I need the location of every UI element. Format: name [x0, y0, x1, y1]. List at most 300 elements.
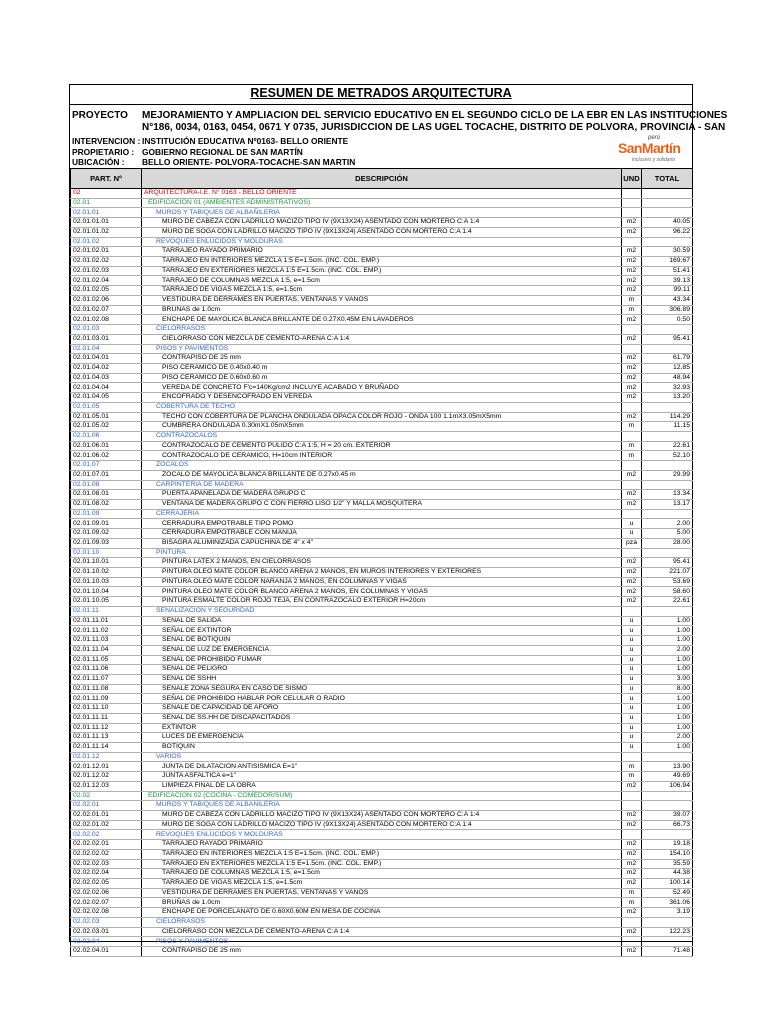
table-row: [71, 247, 693, 257]
und-cell: u: [622, 684, 642, 694]
table-header-row: [71, 169, 693, 189]
und-cell: m2: [622, 500, 642, 510]
part-cell: 02.02.01: [71, 801, 142, 811]
und-cell: m2: [622, 373, 642, 383]
table-row: [71, 655, 693, 665]
desc-cell: ENCHAPE DE MAYOLICA BLANCA BRILLANTE DE 0.27X0.45M EN LAVADEROS: [142, 315, 622, 325]
und-cell: m2: [622, 811, 642, 821]
desc-cell: TECHO CON COBERTURA DE PLANCHA ONDULADA OPACA COLOR ROJO - ONDA 100 1.1mX3.05mX5mm: [142, 412, 622, 422]
und-cell: m2: [622, 383, 642, 393]
desc-cell: JUNTA ASFALTICA e=1": [142, 772, 622, 782]
und-cell: u: [622, 723, 642, 733]
part-cell: 02.02.04: [71, 937, 142, 947]
total-cell: 40.05: [642, 218, 693, 228]
und-cell: m2: [622, 869, 642, 879]
total-cell: [642, 431, 693, 441]
table-row: [71, 898, 693, 908]
total-cell: [642, 480, 693, 490]
part-cell: 02.02.02.01: [71, 840, 142, 850]
table-row: [71, 490, 693, 500]
part-cell: 02.01.02.06: [71, 295, 142, 305]
desc-cell: SEÑALIZACION Y SEGURIDAD: [142, 606, 622, 616]
desc-cell: CONTRAPISO DE 25 mm: [142, 947, 622, 957]
desc-cell: CIELORRASO CON MEZCLA DE CEMENTO-ARENA C:A 1:4: [142, 334, 622, 344]
table-section-row: [71, 431, 693, 441]
part-cell: 02.01.07.01: [71, 470, 142, 480]
und-cell: m2: [622, 558, 642, 568]
desc-cell: BRUÑAS de 1.0cm: [142, 898, 622, 908]
part-cell: 02.01.11.13: [71, 733, 142, 743]
und-cell: m2: [622, 393, 642, 403]
total-cell: 3.19: [642, 908, 693, 918]
table-section-row: [71, 937, 693, 947]
total-cell: 1.00: [642, 655, 693, 665]
und-cell: [622, 830, 642, 840]
desc-cell: MUROS Y TABIQUES DE ALBAÑILERIA: [142, 801, 622, 811]
logo-tagline: inclusivo y solidario: [632, 157, 676, 163]
desc-cell: CONTRAPISO DE 25 mm: [142, 354, 622, 364]
table-row: [71, 227, 693, 237]
total-cell: 1.00: [642, 723, 693, 733]
table-row: [71, 645, 693, 655]
part-cell: 02.01.01: [71, 208, 142, 218]
part-cell: 02.01.11.06: [71, 665, 142, 675]
und-cell: [622, 791, 642, 801]
part-cell: 02.01.11.01: [71, 616, 142, 626]
part-cell: 02.02.03.01: [71, 927, 142, 937]
table-row: [71, 558, 693, 568]
table-row: [71, 393, 693, 403]
table-section-row: [71, 830, 693, 840]
intervencion-label: INTERVENCION :: [72, 136, 141, 146]
desc-cell: SEÑAL DE SALIDA: [142, 616, 622, 626]
table-section-row: [71, 801, 693, 811]
part-cell: 02.01.09.02: [71, 529, 142, 539]
propietario-value: GOBIERNO REGIONAL DE SAN MARTÍN: [142, 147, 303, 157]
und-cell: m2: [622, 577, 642, 587]
desc-cell: PUERTA APANELADA DE MADERA GRUPO C: [142, 490, 622, 500]
und-cell: u: [622, 626, 642, 636]
desc-cell: REVOQUES ENLUCIDOS Y MOLDURAS: [142, 830, 622, 840]
part-cell: 02.01.02: [71, 237, 142, 247]
part-cell: 02.01.02.05: [71, 286, 142, 296]
table-section-row: [71, 791, 693, 801]
desc-cell: JUNTA DE DILATACION ANTISISMICA E=1": [142, 762, 622, 772]
desc-cell: TARRAJEO EN EXTERIORES MEZCLA 1:5 E=1.5cm. (INC. COL. EMP.): [142, 859, 622, 869]
desc-cell: VESTIDURA DE DERRAMES EN PUERTAS, VENTANAS Y VANOS: [142, 888, 622, 898]
table-row: [71, 840, 693, 850]
und-cell: m2: [622, 781, 642, 791]
desc-cell: MURO DE CABEZA CON LADRILLO MACIZO TIPO IV (9X13X24) ASENTADO CON MORTERO C:A 1:4: [142, 218, 622, 228]
ubicacion-label: UBICACIÓN :: [72, 157, 125, 167]
und-cell: m2: [622, 947, 642, 957]
und-cell: u: [622, 665, 642, 675]
und-cell: pza: [622, 538, 642, 548]
logo-brand-text: SanMartín: [618, 140, 681, 156]
und-cell: [622, 431, 642, 441]
part-cell: 02.01.11.02: [71, 626, 142, 636]
total-cell: 1.00: [642, 626, 693, 636]
desc-cell: CERRAJERIA: [142, 509, 622, 519]
und-cell: m2: [622, 490, 642, 500]
total-cell: [642, 752, 693, 762]
table-row: [71, 257, 693, 267]
desc-cell: VENTANA DE MADERA GRUPO C CON FIERRO LISO 1/2" Y MALLA MOSQUITERA: [142, 500, 622, 510]
total-cell: 51.41: [642, 266, 693, 276]
part-cell: 02.01.03: [71, 325, 142, 335]
part-cell: 02: [71, 189, 142, 199]
part-cell: 02.02.02.08: [71, 908, 142, 918]
desc-cell: PISO CERAMICO DE 0.40x0.40 m: [142, 363, 622, 373]
table-row: [71, 412, 693, 422]
total-cell: 8.00: [642, 684, 693, 694]
part-cell: 02.01.08.01: [71, 490, 142, 500]
total-cell: 1.00: [642, 636, 693, 646]
und-cell: m2: [622, 363, 642, 373]
part-cell: 02.01.11.04: [71, 645, 142, 655]
total-cell: 12.85: [642, 363, 693, 373]
part-cell: 02.01.11.12: [71, 723, 142, 733]
part-cell: 02.02.01.02: [71, 820, 142, 830]
desc-cell: ENCOFRADO Y DESENCOFRADO EN VEREDA: [142, 393, 622, 403]
table-section-row: [71, 208, 693, 218]
total-cell: 2.00: [642, 645, 693, 655]
desc-cell: CONTRAZOCALOS: [142, 431, 622, 441]
desc-cell: TARRAJEO RAYADO PRIMARIO: [142, 247, 622, 257]
desc-cell: ZOCALO DE MAYOLICA BLANCA BRILLANTE DE 0.27x0.45 m: [142, 470, 622, 480]
part-cell: 02.01.01.01: [71, 218, 142, 228]
und-cell: [622, 752, 642, 762]
part-cell: 02.01.02.08: [71, 315, 142, 325]
und-cell: m2: [622, 218, 642, 228]
und-cell: m2: [622, 412, 642, 422]
desc-cell: PINTURA OLEO MATE COLOR BLANCO ARENA 2 MANOS, EN COLUMNAS Y VIGAS: [142, 587, 622, 597]
part-cell: 02.01.11: [71, 606, 142, 616]
part-cell: 02.01.05.02: [71, 422, 142, 432]
und-cell: u: [622, 694, 642, 704]
part-cell: 02.01.12.01: [71, 762, 142, 772]
desc-cell: LIMPIEZA FINAL DE LA OBRA: [142, 781, 622, 791]
part-cell: 02.01.12.03: [71, 781, 142, 791]
table-section-row: [71, 752, 693, 762]
table-row: [71, 684, 693, 694]
und-cell: m2: [622, 227, 642, 237]
part-cell: 02.02.02.04: [71, 869, 142, 879]
total-cell: 1.00: [642, 616, 693, 626]
total-cell: [642, 606, 693, 616]
und-cell: [622, 237, 642, 247]
desc-cell: SEÑAL DE PELIGRO: [142, 665, 622, 675]
desc-cell: VARIOS: [142, 752, 622, 762]
total-cell: 61.79: [642, 354, 693, 364]
total-cell: 2.00: [642, 519, 693, 529]
desc-cell: TARRAJEO DE COLUMNAS MEZCLA 1:5, e=1.5cm: [142, 869, 622, 879]
part-cell: 02.01.06.01: [71, 441, 142, 451]
total-cell: 52.49: [642, 888, 693, 898]
total-cell: 35.59: [642, 859, 693, 869]
part-cell: 02.01.11.07: [71, 674, 142, 684]
part-cell: 02.01.01.02: [71, 227, 142, 237]
desc-cell: MURO DE SOGA CON LADRILLO MACIZO TIPO IV (9X13X24) ASENTADO CON MORTERO C:A 1:4: [142, 227, 622, 237]
part-cell: 02.02.01.01: [71, 811, 142, 821]
desc-cell: CERRADURA EMPOTRABLE TIPO POMO: [142, 519, 622, 529]
table-row: [71, 820, 693, 830]
und-cell: m2: [622, 257, 642, 267]
part-cell: 02.01.10.03: [71, 577, 142, 587]
total-cell: 100.14: [642, 879, 693, 889]
und-cell: m2: [622, 820, 642, 830]
und-cell: m: [622, 305, 642, 315]
und-cell: m2: [622, 568, 642, 578]
propietario-label: PROPIETARIO :: [72, 147, 135, 157]
table-section-row: [71, 480, 693, 490]
total-cell: [642, 344, 693, 354]
und-cell: u: [622, 733, 642, 743]
total-cell: 361.06: [642, 898, 693, 908]
part-cell: 02.01.11.09: [71, 694, 142, 704]
part-cell: 02.01.11.10: [71, 704, 142, 714]
und-cell: [622, 208, 642, 218]
und-cell: [622, 937, 642, 947]
desc-cell: CIELORRASOS: [142, 917, 622, 927]
desc-cell: TARRAJEO EN INTERIORES MEZCLA 1:5 E=1.5cm. (INC. COL. EMP.): [142, 849, 622, 859]
total-cell: 1.00: [642, 704, 693, 714]
table-row: [71, 849, 693, 859]
total-cell: 3.00: [642, 674, 693, 684]
table-section-row: [71, 606, 693, 616]
und-cell: m: [622, 898, 642, 908]
table-row: [71, 470, 693, 480]
total-cell: 30.59: [642, 247, 693, 257]
table-row: [71, 781, 693, 791]
part-cell: 02.01.02.07: [71, 305, 142, 315]
und-cell: u: [622, 616, 642, 626]
part-cell: 02.02.03: [71, 917, 142, 927]
table-section-row: [71, 402, 693, 412]
table-section-row: [71, 548, 693, 558]
total-cell: 96.22: [642, 227, 693, 237]
und-cell: u: [622, 636, 642, 646]
san-martin-logo: [618, 135, 680, 167]
part-cell: 02.01.08.02: [71, 500, 142, 510]
metrados-table: [70, 168, 693, 957]
part-cell: 02.01.09: [71, 509, 142, 519]
total-cell: [642, 461, 693, 471]
total-cell: 29.99: [642, 470, 693, 480]
total-cell: 66.73: [642, 820, 693, 830]
total-cell: 5.00: [642, 529, 693, 539]
table-row: [71, 373, 693, 383]
logo-peru-text: perú: [648, 135, 661, 141]
total-cell: 22.61: [642, 441, 693, 451]
part-cell: 02.01.11.05: [71, 655, 142, 665]
table-row: [71, 811, 693, 821]
desc-cell: EDIFICACION 02 (COCINA - COMEDOR/SUM): [142, 791, 622, 801]
part-cell: 02.01.06: [71, 431, 142, 441]
und-cell: [622, 344, 642, 354]
total-cell: [642, 325, 693, 335]
table-section-row: [71, 237, 693, 247]
part-cell: 02.02.02: [71, 830, 142, 840]
part-cell: 02.01.12: [71, 752, 142, 762]
und-cell: [622, 548, 642, 558]
desc-cell: SEÑALE DE CAPACIDAD DE AFORO: [142, 704, 622, 714]
total-cell: 1.00: [642, 665, 693, 675]
und-cell: [622, 461, 642, 471]
desc-cell: PINTURA OLEO MATE COLOR NARANJA 2 MANOS, EN COLUMNAS Y VIGAS: [142, 577, 622, 587]
total-cell: 44.38: [642, 869, 693, 879]
und-cell: [622, 509, 642, 519]
und-cell: m2: [622, 908, 642, 918]
desc-cell: CERRADURA EMPOTRABLE CON MANIJA: [142, 529, 622, 539]
table-row: [71, 869, 693, 879]
und-cell: m: [622, 295, 642, 305]
total-cell: [642, 937, 693, 947]
und-cell: m2: [622, 470, 642, 480]
desc-cell: PINTURA OLEO MATE COLOR BLANCO ARENA 2 MANOS, EN MUROS INTERIORES Y EXTERIORES: [142, 568, 622, 578]
desc-cell: VEREDA DE CONCRETO F'c=140Kg/cm2 INCLUYE ACABADO Y BRUÑADO: [142, 383, 622, 393]
part-cell: 02.01.02.01: [71, 247, 142, 257]
table-row: [71, 286, 693, 296]
desc-cell: SEÑAL DE PROHIBIDO HABLAR POR CELULAR O RADIO: [142, 694, 622, 704]
part-cell: 02.02.04.01: [71, 947, 142, 957]
total-cell: 13.17: [642, 500, 693, 510]
und-cell: [622, 801, 642, 811]
total-cell: 169.67: [642, 257, 693, 267]
und-cell: m2: [622, 849, 642, 859]
table-row: [71, 266, 693, 276]
table-row: [71, 597, 693, 607]
col-header-total: TOTAL: [642, 169, 693, 189]
part-cell: 02.01.04.05: [71, 393, 142, 403]
table-row: [71, 888, 693, 898]
desc-cell: ZOCALOS: [142, 461, 622, 471]
desc-cell: BOTIQUIN: [142, 742, 622, 752]
table-row: [71, 334, 693, 344]
table-row: [71, 723, 693, 733]
total-cell: [642, 917, 693, 927]
desc-cell: CARPINTERIA DE MADERA: [142, 480, 622, 490]
desc-cell: PISOS Y PAVIMENTOS: [142, 937, 622, 947]
desc-cell: SEÑAL DE EXTINTOR: [142, 626, 622, 636]
part-cell: 02.02.02.06: [71, 888, 142, 898]
part-cell: 02.01.10: [71, 548, 142, 558]
part-cell: 02.01.05: [71, 402, 142, 412]
table-row: [71, 441, 693, 451]
part-cell: 02.01.02.04: [71, 276, 142, 286]
total-cell: 13.20: [642, 393, 693, 403]
desc-cell: TARRAJEO EN EXTERIORES MEZCLA 1:5 E=1.5cm. (INC. COL. EMP.): [142, 266, 622, 276]
part-cell: 02.02.02.03: [71, 859, 142, 869]
desc-cell: VESTIDURA DE DERRAMES EN PUERTAS, VENTANAS Y VANOS: [142, 295, 622, 305]
table-row: [71, 276, 693, 286]
table-row: [71, 665, 693, 675]
part-cell: 02.01.04.01: [71, 354, 142, 364]
total-cell: 48.94: [642, 373, 693, 383]
table-row: [71, 383, 693, 393]
table-row: [71, 500, 693, 510]
table-row: [71, 363, 693, 373]
table-row: [71, 295, 693, 305]
total-cell: [642, 189, 693, 199]
part-cell: 02.02: [71, 791, 142, 801]
table-section-row: [71, 461, 693, 471]
part-cell: 02.02.02.02: [71, 849, 142, 859]
part-cell: 02.02.02.05: [71, 879, 142, 889]
total-cell: 13.34: [642, 490, 693, 500]
proyecto-line-1: MEJORAMIENTO Y AMPLIACION DEL SERVICIO EDUCATIVO EN EL SEGUNDO CICLO DE LA EBR EN LAS INSTITUCIONES: [142, 110, 728, 121]
table-row: [71, 927, 693, 937]
und-cell: m: [622, 441, 642, 451]
table-row: [71, 947, 693, 957]
part-cell: 02.01.07: [71, 461, 142, 471]
col-header-und: UND: [622, 169, 642, 189]
part-cell: 02.01.12.02: [71, 772, 142, 782]
und-cell: u: [622, 674, 642, 684]
intervencion-value: INSTITUCIÓN EDUCATIVA Nº0163- BELLO ORIENTE: [142, 136, 349, 146]
total-cell: 13.90: [642, 762, 693, 772]
part-cell: 02.01.08: [71, 480, 142, 490]
und-cell: m2: [622, 597, 642, 607]
und-cell: u: [622, 529, 642, 539]
table-row: [71, 713, 693, 723]
table-row: [71, 636, 693, 646]
table-row: [71, 568, 693, 578]
part-cell: 02.01.05.01: [71, 412, 142, 422]
table-row: [71, 354, 693, 364]
total-cell: [642, 402, 693, 412]
table-section-row: [71, 509, 693, 519]
desc-cell: SEÑAL DE PROHIBIDO FUMAR: [142, 655, 622, 665]
desc-cell: EXTINTOR: [142, 723, 622, 733]
total-cell: 99.11: [642, 286, 693, 296]
part-cell: 02.01.04.04: [71, 383, 142, 393]
und-cell: u: [622, 519, 642, 529]
desc-cell: ENCHAPE DE PORCELANATO DE 0.60X0.60M EN MESA DE COCINA: [142, 908, 622, 918]
total-cell: 22.61: [642, 597, 693, 607]
und-cell: m2: [622, 315, 642, 325]
und-cell: m2: [622, 927, 642, 937]
total-cell: 1.00: [642, 713, 693, 723]
table-row: [71, 529, 693, 539]
und-cell: [622, 917, 642, 927]
table-row: [71, 879, 693, 889]
total-cell: [642, 548, 693, 558]
desc-cell: TARRAJEO DE VIGAS MEZCLA 1:5, e=1.5cm: [142, 879, 622, 889]
und-cell: m: [622, 762, 642, 772]
desc-cell: TARRAJEO EN INTERIORES MEZCLA 1:5 E=1.5cm. (INC. COL. EMP.): [142, 257, 622, 267]
total-cell: 39.07: [642, 811, 693, 821]
total-cell: 114.29: [642, 412, 693, 422]
und-cell: m: [622, 422, 642, 432]
desc-cell: CUMBRERA ONDULADA 0.30mX1.05mX5mm: [142, 422, 622, 432]
desc-cell: CIELORRASOS: [142, 325, 622, 335]
part-cell: 02.01.03.01: [71, 334, 142, 344]
total-cell: 306.89: [642, 305, 693, 315]
und-cell: [622, 402, 642, 412]
desc-cell: ARQUITECTURA-I.E. N° 0163 - BELLO ORIENTE: [142, 189, 622, 199]
part-cell: 02.01.10.04: [71, 587, 142, 597]
part-cell: 02.01.06.02: [71, 451, 142, 461]
desc-cell: PISOS Y PAVIMENTOS: [142, 344, 622, 354]
table-section-row: [71, 344, 693, 354]
total-cell: 2.00: [642, 733, 693, 743]
table-row: [71, 859, 693, 869]
total-cell: 43.34: [642, 295, 693, 305]
und-cell: m2: [622, 266, 642, 276]
und-cell: u: [622, 742, 642, 752]
desc-cell: PINTURA LATEX 2 MANOS, EN CIELORRASOS: [142, 558, 622, 568]
